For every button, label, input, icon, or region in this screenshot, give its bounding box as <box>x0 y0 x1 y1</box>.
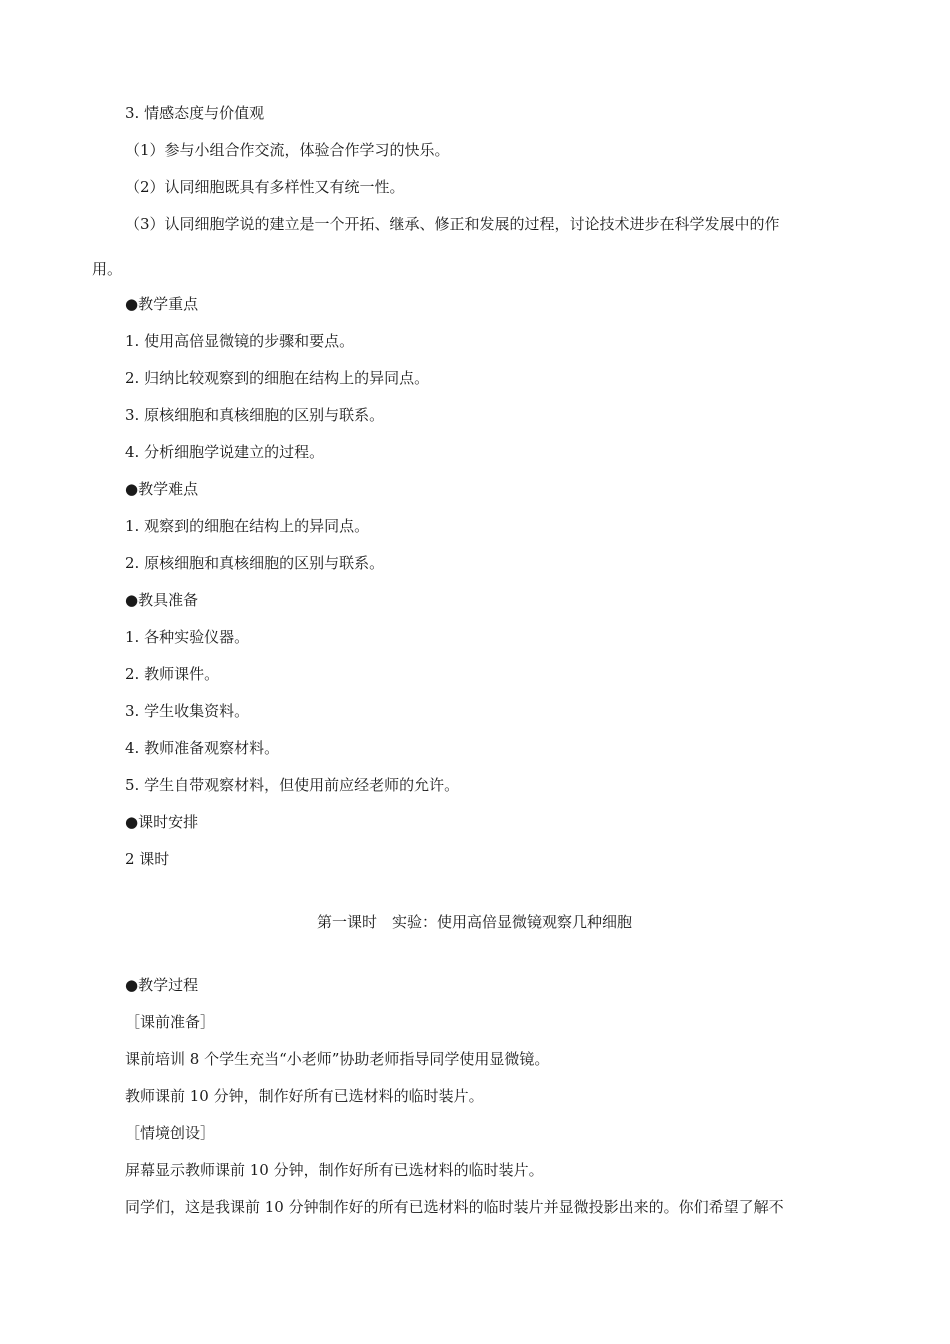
paragraph: 2 课时 <box>125 850 170 868</box>
paragraph: （2）认同细胞既具有多样性又有统一性。 <box>125 178 405 196</box>
heading-class-schedule: ●课时安排 <box>125 813 199 831</box>
list-item: 3. 学生收集资料。 <box>125 702 250 720</box>
list-item: 1. 各种实验仪器。 <box>125 628 250 646</box>
list-item: 5. 学生自带观察材料，但使用前应经老师的允许。 <box>125 776 460 794</box>
subheading-preparation: ［课前准备］ <box>125 1013 216 1031</box>
paragraph: 屏幕显示教师课前 10 分钟，制作好所有已选材料的临时装片。 <box>125 1161 544 1179</box>
heading-teaching-aids: ●教具准备 <box>125 591 199 609</box>
paragraph: （1）参与小组合作交流，体验合作学习的快乐。 <box>125 141 450 159</box>
lesson-title: 第一课时 实验：使用高倍显微镜观察几种细胞 <box>317 913 633 931</box>
heading-teaching-focus: ●教学重点 <box>125 295 199 313</box>
subheading-scenario: ［情境创设］ <box>125 1124 216 1142</box>
heading-teaching-difficulty: ●教学难点 <box>125 480 199 498</box>
paragraph: （3）认同细胞学说的建立是一个开拓、继承、修正和发展的过程，讨论技术进步在科学发展中的作 <box>125 215 780 233</box>
paragraph: 教师课前 10 分钟，制作好所有已选材料的临时装片。 <box>125 1087 484 1105</box>
paragraph: 课前培训 8 个学生充当“小老师”协助老师指导同学使用显微镜。 <box>125 1050 550 1068</box>
list-item: 3. 原核细胞和真核细胞的区别与联系。 <box>125 406 385 424</box>
list-item: 4. 分析细胞学说建立的过程。 <box>125 443 325 461</box>
list-item: 2. 原核细胞和真核细胞的区别与联系。 <box>125 554 385 572</box>
list-item: 2. 教师课件。 <box>125 665 220 683</box>
list-item: 4. 教师准备观察材料。 <box>125 739 280 757</box>
paragraph-continuation: 用。 <box>92 260 123 278</box>
paragraph: 同学们，这是我课前 10 分钟制作好的所有已选材料的临时装片并显微投影出来的。你们希望了解不 <box>125 1198 784 1216</box>
section-heading-attitudes: 3. 情感态度与价值观 <box>125 104 265 122</box>
list-item: 1. 使用高倍显微镜的步骤和要点。 <box>125 332 355 350</box>
list-item: 2. 归纳比较观察到的细胞在结构上的异同点。 <box>125 369 430 387</box>
heading-teaching-process: ●教学过程 <box>125 976 199 994</box>
list-item: 1. 观察到的细胞在结构上的异同点。 <box>125 517 370 535</box>
